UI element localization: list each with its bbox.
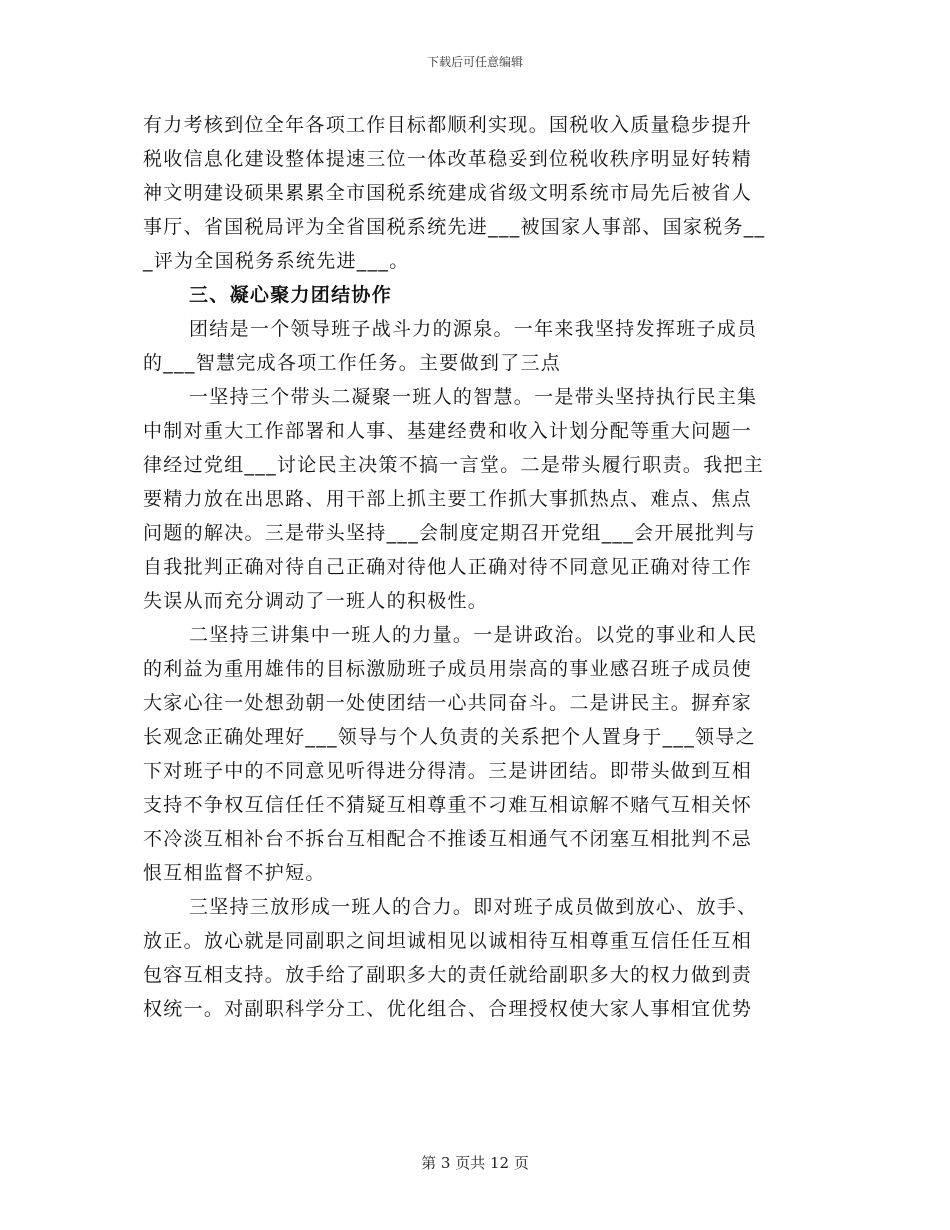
text-line: 神文明建设硕果累累全市国税系统建成省级文明系统市局先后被省人: [143, 182, 753, 204]
text-line: 律经过党组___讨论民主决策不搞一言堂。二是带头履行职责。我把主: [143, 454, 765, 476]
page-header: 下载后可任意编辑: [426, 55, 523, 69]
paragraph-start: 一坚持三个带头二凝聚一班人的智慧。一是带头坚持执行民主集: [189, 386, 758, 408]
text-line: 大家心往一处想劲朝一处使团结一心共同奋斗。二是讲民主。摒弃家: [143, 692, 753, 714]
paragraph-start: 二坚持三讲集中一班人的力量。一是讲政治。以党的事业和人民: [189, 624, 758, 646]
section-heading: 三、凝心聚力团结协作: [189, 284, 393, 306]
text-line: 放正。放心就是同副职之间坦诚相见以诚相待互相尊重互信任任互相: [143, 930, 753, 952]
text-line: 自我批判正确对待自己正确对待他人正确对待不同意见正确对待工作: [143, 556, 753, 578]
text-line: 长观念正确处理好___领导与个人负责的关系把个人置身于___领导之: [143, 726, 756, 748]
document-body: [143, 108, 807, 1026]
text-line: 的___智慧完成各项工作任务。主要做到了三点: [143, 352, 562, 374]
text-line: 包容互相支持。放手给了副职多大的责任就给副职多大的权力做到责: [143, 964, 753, 986]
text-line: 恨互相监督不护短。: [143, 862, 326, 884]
text-line: 有力考核到位全年各项工作目标都顺利实现。国税收入质量稳步提升: [143, 114, 753, 136]
text-line: 税收信息化建设整体提速三位一体改革稳妥到位税收秩序明显好转精: [143, 148, 753, 170]
text-line: 支持不争权互信任任不猜疑互相尊重不刁难互相谅解不赌气互相关怀: [143, 794, 753, 816]
text-line: 的利益为重用雄伟的目标激励班子成员用崇高的事业感召班子成员使: [143, 658, 753, 680]
text-line: _评为全国税务系统先进___。: [143, 250, 410, 272]
text-line: 要精力放在出思路、用干部上抓主要工作抓大事抓热点、难点、焦点: [143, 488, 753, 510]
text-line: 下对班子中的不同意见听得进分得清。三是讲团结。即带头做到互相: [143, 760, 753, 782]
text-line: 中制对重大工作部署和人事、基建经费和收入计划分配等重大问题一: [143, 420, 753, 442]
text-line: 失误从而充分调动了一班人的积极性。: [143, 590, 489, 612]
paragraph-start: 三坚持三放形成一班人的合力。即对班子成员做到放心、放手、: [189, 896, 758, 918]
text-line: 事厅、省国税局评为全省国税系统先进___被国家人事部、国家税务__: [143, 216, 766, 238]
text-line: 不冷淡互相补台不拆台互相配合不推诿互相通气不闭塞互相批判不忌: [143, 828, 753, 850]
page-number: 第 3 页共 12 页: [421, 1154, 529, 1172]
paragraph-start: 团结是一个领导班子战斗力的源泉。一年来我坚持发挥班子成员: [189, 318, 758, 340]
text-line: 问题的解决。三是带头坚持___会制度定期召开党组___会开展批判与: [143, 522, 756, 544]
text-line: 权统一。对副职科学分工、优化组合、合理授权使大家人事相宜优势: [143, 998, 753, 1020]
